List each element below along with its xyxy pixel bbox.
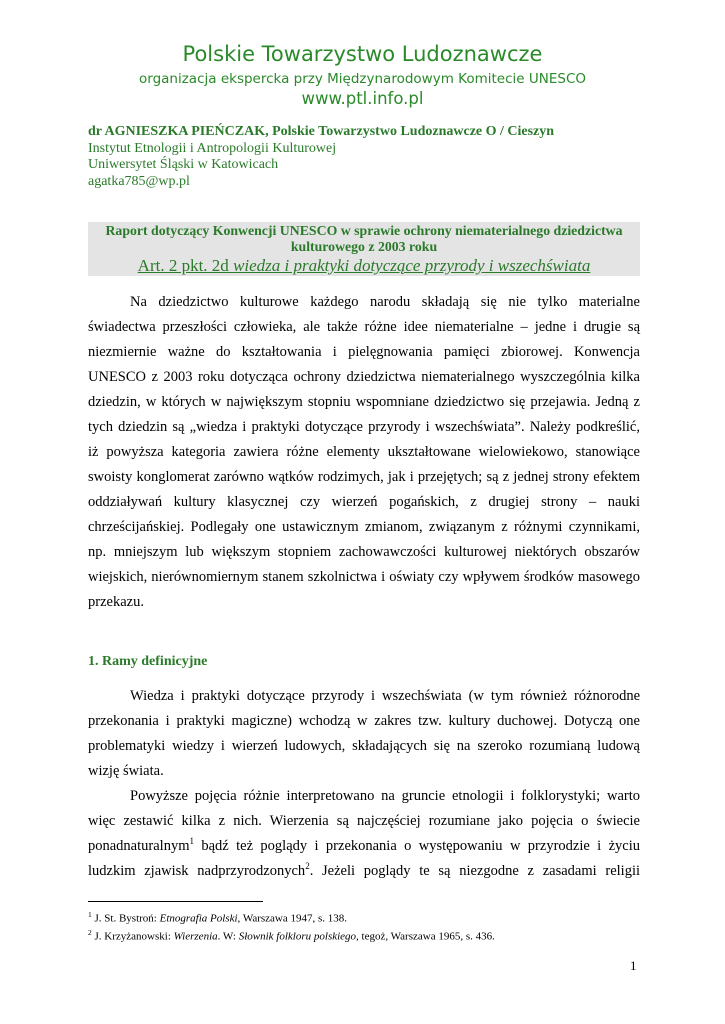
footnote-ref[interactable]: 2 [305,861,310,871]
line-text: . Jeżeli poglądy te są niezgodne z zasadami religii [309,863,641,879]
author-name: dr AGNIESZKA PIEŃCZAK, Polskie Towarzystwo Ludoznawcze O / Cieszyn [88,124,555,139]
intro-line: chrześcijańskiej. Podlegały one ustawicznym zmianom, związanym z różnymi czynnikami, [88,519,640,535]
section-heading: 1. Ramy definicyjne [88,654,208,669]
intro-line: przekazu. [88,594,144,610]
intro-line: iż powyższa kategoria zawiera różne elementy ukształtowane wielowiekowo, stanowiące [88,444,640,460]
author-email[interactable]: agatka785@wp.pl [88,173,190,189]
intro-line: dziedzin, w których w największym stopniu wspomniane dziedzictwo się przejawia. Jedną z [88,394,640,410]
footnote-text: J. St. Bystroń: [91,912,160,925]
intro-line: Na dziedzictwo kulturowe każdego narodu składają się nie tylko materialne [130,294,640,310]
footnote-title: Słownik folkloru polskiego, [238,930,359,943]
intro-line: swoisty konglomerat zarówno wątków rodzimych, jak i przejętych; są z jednej strony efektem [88,469,640,485]
section-line: przekonania i praktyki magiczne) wchodzą w zakres tzw. kultury duchowej. Dotyczą one [88,713,640,729]
footnote-title: Etnografia Polski [159,912,238,925]
footnote-number: 1 [88,910,92,919]
section-line [88,861,640,881]
footnote-text: J. Krzyżanowski: [91,930,174,943]
intro-line: tych dziedzin są „wiedza i praktyki dotyczące przyrody i wszechświata”. Należy podkreślić, [88,419,640,435]
line-text: ludzkim zjawisk nadprzyrodzonych [88,863,306,879]
intro-line: świadectwa przeszłości człowieka, ale także różne idee niematerialne – jedne i drugie są [88,319,640,335]
intro-line: oddziaływań kultury klasycznej czy wierzeń pogańskich, z drugiej strony – nauki [88,494,640,510]
footnote-text: . W: [217,930,239,943]
report-title-line1: Raport dotyczący Konwencji UNESCO w sprawie ochrony niematerialnego dziedzictwa [105,223,623,238]
report-title-line2: kulturowego z 2003 roku [290,239,438,254]
intro-line: niezmiernie ważne do kształtowania i pielęgnowania pamięci zbiorowej. Konwencja [88,344,640,360]
article-topic: wiedza i praktyki dotyczące przyrody i wszechświata [233,256,591,275]
intro-line: np. mniejszym lub większym stopniem zachowawczości kulturowej niektórych obszarów [88,544,640,560]
footnote-divider [88,901,263,902]
article-heading [88,256,640,276]
section-line: Wiedza i praktyki dotyczące przyrody i wszechświata (w tym również różnorodne [130,688,640,704]
footnote-number: 2 [88,927,92,937]
organization-url[interactable]: www.ptl.info.pl [301,89,424,108]
intro-line: UNESCO z 2003 roku dotycząca ochrony dziedzictwa niematerialnego wyszczególnia kilka [88,369,640,385]
section-line: Powyższe pojęcia różnie interpretowano na gruncie etnologii i folklorystyki; warto [130,788,640,804]
section-line: problematyki wiedzy i wierzeń ludowych, składających się na szeroko rozumianą ludową [88,738,640,754]
author-block [88,124,648,190]
footnote-title: Wierzenia [173,930,218,943]
footnotes [88,908,648,943]
section-line: wizję świata. [88,763,164,779]
footnote-ref[interactable]: 1 [189,836,194,846]
intro-line: wiejskich, nierównomiernym stanem szkolnictwa i oświaty czy wpływem środków masowego [88,569,640,585]
line-text: ponadnaturalnym [88,838,190,854]
author-institute: Instytut Etnologii i Antropologii Kulturowej [88,140,337,156]
footnote-2 [88,926,648,944]
article-prefix: Art. 2 pkt. 2d [137,256,234,275]
footnote-text: , Warszawa 1947, s. 138. [237,912,348,925]
line-text: bądź też poglądy i przekonania o występowaniu w przyrodzie i życiu [193,838,640,854]
section-line: więc zestawić kilka z nich. Wierzenia są najczęściej rozumiane jako pojęcia o świecie [88,813,640,829]
report-title-box [88,222,640,276]
footnote-1 [88,908,648,926]
author-university: Uniwersytet Śląski w Katowicach [88,157,279,172]
section-line [88,836,640,856]
organization-subtitle: organizacja ekspercka przy Międzynarodowym Komitecie UNESCO [139,71,586,87]
page-number: 1 [630,958,637,973]
organization-title: Polskie Towarzystwo Ludoznawcze [182,42,543,66]
footnote-text: tegoż, Warszawa 1965, s. 436. [358,930,495,943]
